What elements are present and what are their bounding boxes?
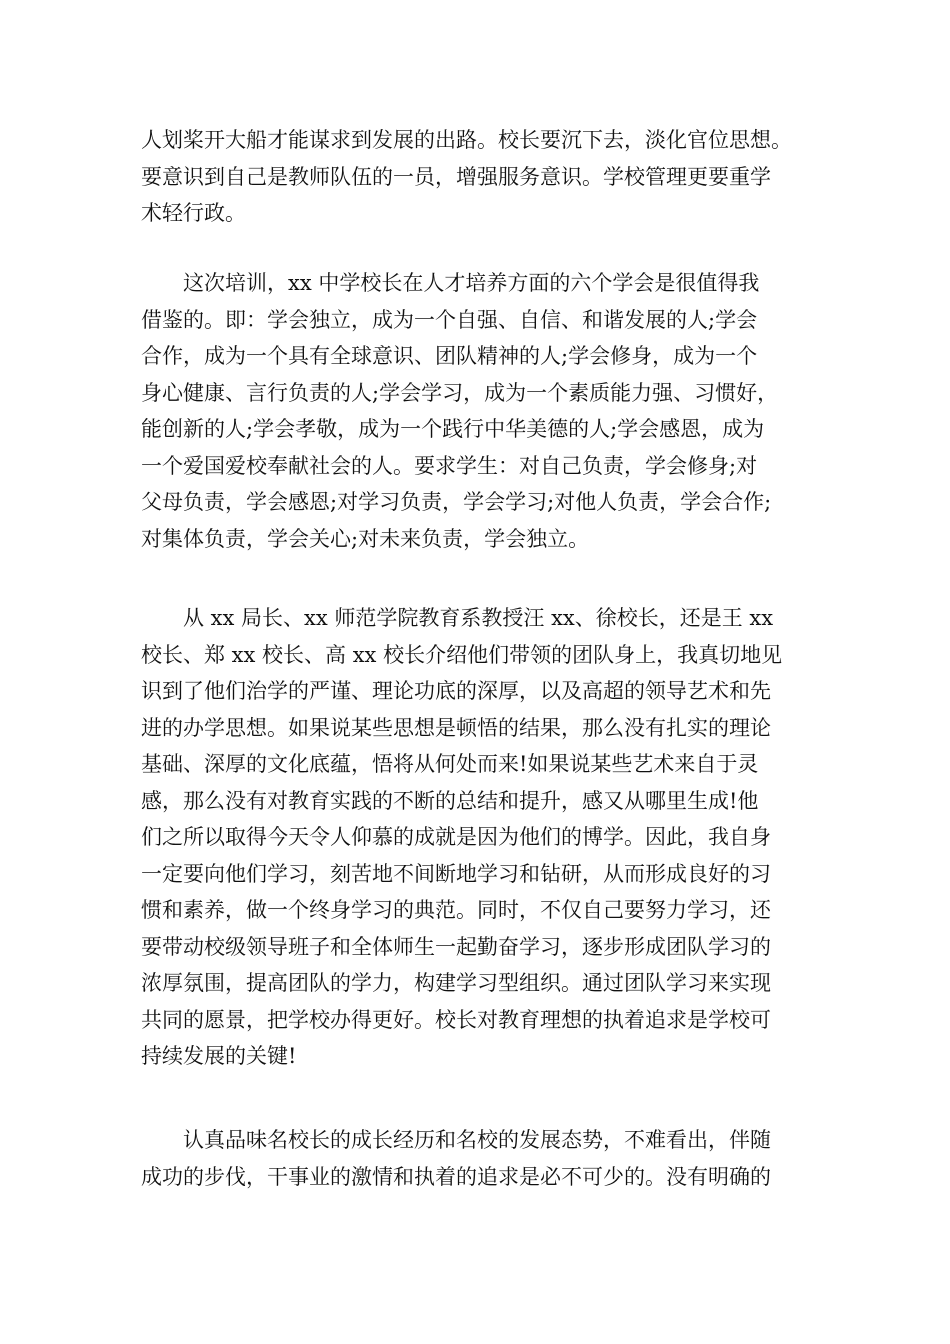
text-line: 合作，成为一个具有全球意识、团队精神的人;学会修身，成为一个 <box>141 344 758 368</box>
text-line: 借鉴的。即：学会独立，成为一个自强、自信、和谐发展的人;学会 <box>141 307 758 332</box>
text-line: 成功的步伐，干事业的激情和执着的追求是必不可少的。没有明确的 <box>141 1164 771 1189</box>
text-line: 浓厚氛围，提高团队的学力，构建学习型组织。通过团队学习来实现 <box>141 971 771 995</box>
text-line: 要带动校级领导班子和全体师生一起勤奋学习，逐步形成团队学习的 <box>141 934 771 959</box>
text-line: 一定要向他们学习，刻苦地不间断地学习和钻研，从而形成良好的习 <box>141 861 771 886</box>
text-line: 校长、郑 xx 校长、高 xx 校长介绍他们带领的团队身上，我真切地见 <box>141 642 783 667</box>
text-line: 这次培训，xx 中学校长在人才培养方面的六个学会是很值得我 <box>141 271 760 295</box>
text-line: 感，那么没有对教育实践的不断的总结和提升，感又从哪里生成!他 <box>141 788 759 813</box>
text-line: 基础、深厚的文化底蕴，悟将从何处而来!如果说某些艺术来自于灵 <box>141 752 759 776</box>
text-line: 进的办学思想。如果说某些思想是顿悟的结果，那么没有扎实的理论 <box>141 715 771 740</box>
text-line: 惯和素养，做一个终身学习的典范。同时，不仅自己要努力学习，还 <box>141 898 771 922</box>
text-line: 一个爱国爱校奉献社会的人。要求学生：对自己负责，学会修身;对 <box>141 453 758 478</box>
text-line: 对集体负责，学会关心;对未来负责，学会独立。 <box>141 526 590 551</box>
text-line: 术轻行政。 <box>141 201 246 225</box>
text-line: 父母负责，学会感恩;对学习负责，学会学习;对他人负责，学会合作; <box>141 490 772 514</box>
paragraph-1 <box>141 122 821 232</box>
text-line: 人划桨开大船才能谋求到发展的出路。校长要沉下去，淡化官位思想。 <box>141 128 792 152</box>
text-line: 们之所以取得今天令人仰慕的成就是因为他们的博学。因此，我自身 <box>141 825 771 849</box>
paragraph-4 <box>141 1122 821 1195</box>
text-line: 能创新的人;学会孝敬，成为一个践行中华美德的人;学会感恩，成为 <box>141 417 765 441</box>
text-line: 共同的愿景，把学校办得更好。校长对教育理想的执着追求是学校可 <box>141 1007 771 1032</box>
text-line: 要意识到自己是教师队伍的一员，增强服务意识。学校管理更要重学 <box>141 164 771 189</box>
paragraph-3 <box>141 600 821 1075</box>
text-line: 身心健康、言行负责的人;学会学习，成为一个素质能力强、习惯好， <box>141 380 779 405</box>
text-line: 认真品味名校长的成长经历和名校的发展态势，不难看出，伴随 <box>141 1128 771 1152</box>
text-line: 识到了他们治学的严谨、理论功底的深厚，以及高超的领导艺术和先 <box>141 679 771 703</box>
text-line: 持续发展的关键! <box>141 1044 297 1068</box>
text-line: 从 xx 局长、xx 师范学院教育系教授汪 xx、徐校长，还是王 xx <box>141 606 774 630</box>
paragraph-2 <box>141 265 821 557</box>
